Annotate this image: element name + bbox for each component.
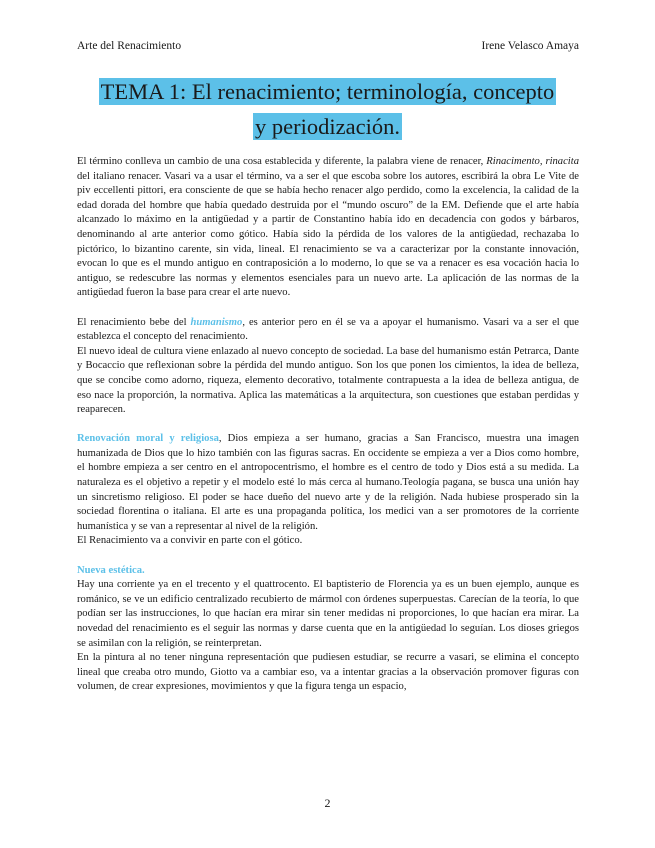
document-body	[77, 155, 579, 695]
paragraph-renacer	[77, 155, 579, 301]
paragraph-gotico: El Renacimiento va a convivir en parte con el gótico.	[77, 535, 303, 547]
section-heading-estetica: Nueva estética.	[77, 564, 145, 576]
page-number: 2	[324, 796, 331, 810]
page-header	[77, 40, 579, 56]
paragraph-text: , Dios empieza a ser humano, gracias a San Francisco, muestra una imagen humanizada de Dios que lo hizo también con las figuras sacras. En occidente se empieza a ver a Dios como hombre, el hombre empieza a ser centro en el antropocentrismo, el hombre es el centro de todo y Dios está a su medida. La naturaleza es el objetivo a repetir y el modelo esté lo más cerca al humano.Teología pagana, se busca una unión hay un sincretismo religioso. El poder se hace dueño del nuevo arte y de la religión. Nada hubiese prosperado sin la sociedad florentina o italiana. El arte es una propaganda política, los medici van a ser promotores de la corriente humanística y se van a representar al nivel de la religión.	[77, 433, 579, 532]
header-course-title: Arte del Renacimiento	[77, 40, 182, 52]
paragraph-ideal-cultura: El nuevo ideal de cultura viene enlazado al nuevo concepto de sociedad. La base del humanismo están Petrarca, Dante y Bocaccio que reflexionan sobre la pérdida del mundo antiguo. Son los que ponen los cimientos, la idea de belleza, que se concibe como adorno, riqueza, elemento decorativo, totalmente contrapuesta a la idea de belleza antigua, de eso nace la proporción, la normativa. Aplica las matemáticas a la arquitectura, son cuestiones que estaban perdidas y reaparecen.	[77, 345, 579, 416]
paragraph-renovacion	[77, 432, 579, 534]
page-title	[60, 74, 595, 144]
highlight-humanismo: humanismo	[190, 316, 243, 328]
header-author: Irene Velasco Amaya	[481, 40, 579, 52]
paragraph-text: del italiano renacer. Vasari va a usar el término, va a ser el que escoba sobre los autores, escribirá la obra Le Vite de piv eccellenti pittori, era consciente de que se había hecho renacer algo perdido, como la excelencia, la calidad de la edad dorada del hombre que había quedado destruida por el “mundo oscuro” de la EM. Defiende que el arte había alcanzado lo máximo en la antigüedad y a partir de Constantino había ido en decadencia con godos y bárbaros, denominando al arte anterior como gótico. Había sido la pérdida de los valores de la antigüedad, rechazaba lo pictórico, lo bizantino carente, sin vida, lineal. El renacimiento se va a caracterizar por la constante innovación, evocan lo que es el mundo antiguo en contraposición a lo moderno, lo que se va a renacer es esa vocación hacia lo antiguo, se redescubre las normas y elementos esenciales para un nuevo arte. La aplicación de las normas de la antigüedad fueron la base para crear el arte nuevo.	[77, 170, 579, 299]
title-line-1: TEMA 1: El renacimiento; terminología, concepto	[100, 79, 555, 104]
paragraph-text: , es anterior pero en él se va a apoyar el humanismo. Vasari va a ser el que establezca el concepto del renacimiento.	[77, 316, 579, 343]
italic-term: Rinacimento, rinacita	[486, 156, 579, 167]
spacer	[77, 301, 579, 316]
paragraph-text: El término conlleva un cambio de una cosa establecida y diferente, la palabra viene de renacer,	[77, 156, 487, 167]
spacer	[77, 418, 579, 433]
spacer	[77, 549, 579, 564]
paragraph-corriente: Hay una corriente ya en el trecento y el quattrocento. El baptisterio de Florencia ya es un buen ejemplo, aunque es románico, se ve un edificio centralizado recubierto de mármol con órdenes superpuestas. Carecían de la teoría, lo que podían ser las instrucciones, lo que hacían era mirar sin tener medidas ni proporciones, lo que hacían era mirar. La novedad del renacimiento es el seguir las normas y darse cuenta que en la antigüedad lo seguían. Los dioses griegos se asimilan con la religión, se reinterpretan.	[77, 579, 579, 649]
highlight-renovacion: Renovación moral y religiosa	[77, 433, 219, 445]
paragraph-text: El renacimiento bebe del	[77, 316, 191, 328]
paragraph-pintura: En la pintura al no tener ninguna representación que pudiesen estudiar, se recurre a vasari, se elimina el concepto lineal que creaba otro mundo, Giotto va a cambiar eso, va a intentar gracias a la observación promover figuras con volumen, de crear expresiones, movimientos y que la figura tenga un espacio,	[77, 652, 579, 693]
paragraph-humanismo	[77, 316, 579, 345]
title-line-2: y periodización.	[255, 114, 400, 139]
